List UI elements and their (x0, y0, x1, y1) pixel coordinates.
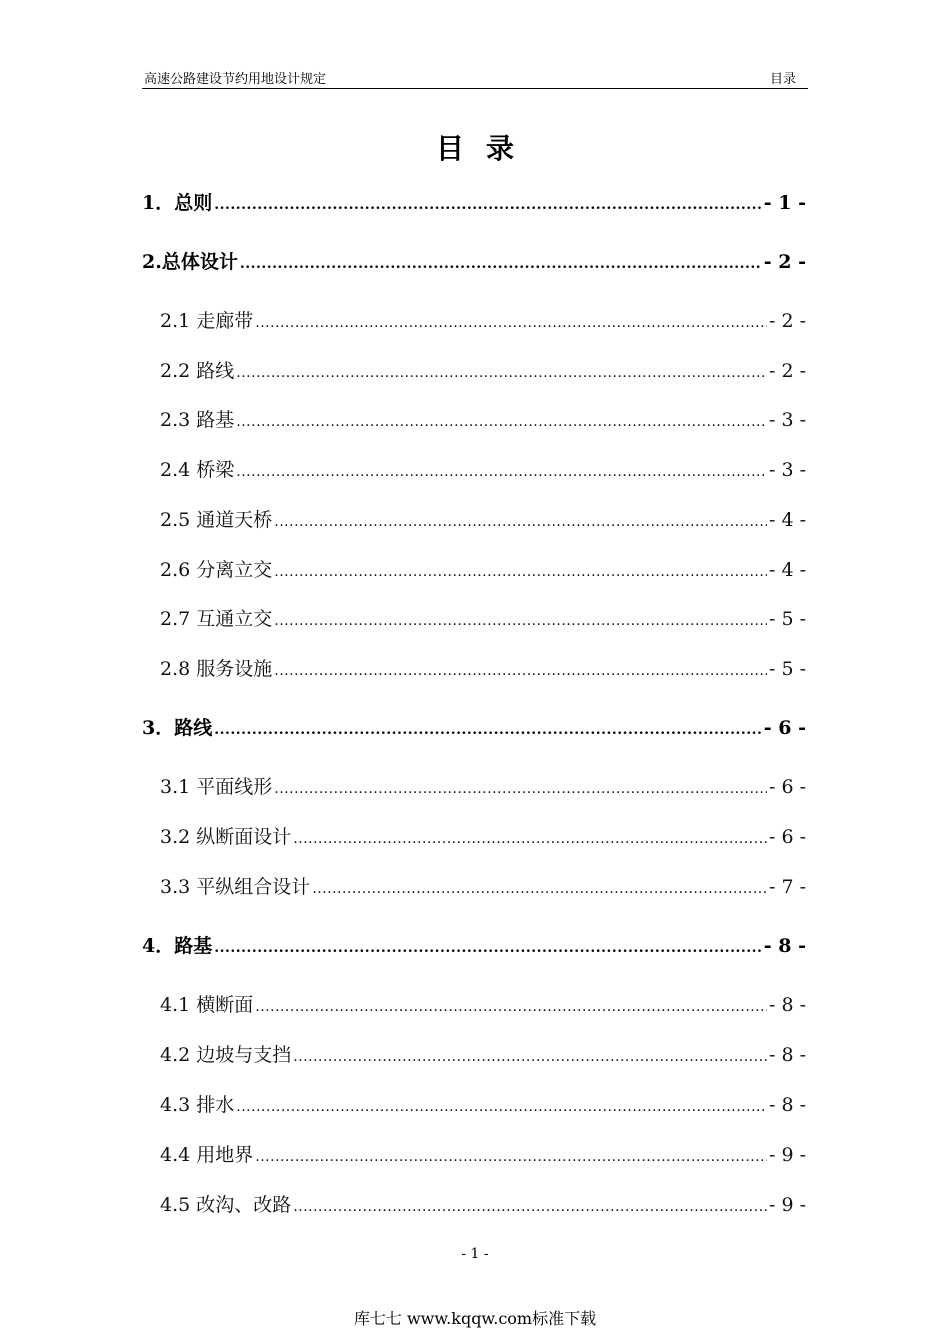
toc-entry[interactable] (142, 356, 806, 386)
toc-dot-leader (293, 831, 767, 847)
toc-dot-leader (214, 197, 762, 213)
toc-dot-leader (236, 414, 767, 430)
footer-watermark: 库七七 www.kqqw.com标准下载 (353, 1309, 597, 1328)
toc-entry[interactable] (142, 1190, 806, 1220)
toc-entry-title: 1．总则 (142, 192, 213, 214)
toc-dot-leader (274, 564, 767, 580)
toc-entry-title: 2.7 互通立交 (160, 608, 273, 630)
toc-entry-page: - 9 - (768, 1144, 806, 1166)
toc-entry-page: - 9 - (768, 1194, 806, 1216)
toc-entry-page: - 3 - (768, 459, 806, 481)
toc-entry-title: 4.5 改沟、改路 (160, 1194, 292, 1216)
toc-entry[interactable] (142, 455, 806, 485)
toc-dot-leader (274, 663, 767, 679)
toc-entry-page: - 4 - (768, 559, 806, 581)
toc-entry-page: - 2 - (768, 310, 806, 332)
header-document-title: 高速公路建设节约用地设计规定 (144, 72, 327, 87)
toc-entry-page: - 4 - (768, 509, 806, 531)
toc-entry-title: 3.1 平面线形 (160, 776, 273, 798)
toc-entry[interactable] (142, 990, 806, 1020)
toc-entry-title: 2.8 服务设施 (160, 658, 273, 680)
toc-entry[interactable] (142, 604, 806, 634)
toc-entry-title: 4.2 边坡与支挡 (160, 1044, 292, 1066)
toc-entry[interactable] (142, 772, 806, 802)
toc-entry-title: 4.3 排水 (160, 1094, 235, 1116)
toc-dot-leader (312, 881, 767, 897)
toc-entry-title: 2.3 路基 (160, 409, 235, 431)
toc-entry[interactable] (142, 306, 806, 336)
toc-entry[interactable] (142, 654, 806, 684)
toc-entry-title: 2.4 桥梁 (160, 459, 235, 481)
toc-entry-title: 4．路基 (142, 935, 213, 957)
toc-dot-leader (236, 365, 767, 381)
toc-dot-leader (214, 722, 762, 738)
toc-dot-leader (293, 1199, 767, 1215)
toc-entry-title: 2.6 分离立交 (160, 559, 273, 581)
toc-entry-title: 2.5 通道天桥 (160, 509, 273, 531)
toc-dot-leader (255, 315, 767, 331)
header-section-name: 目录 (769, 72, 796, 87)
toc-entry-title: 3．路线 (142, 717, 213, 739)
toc-entry-page: - 3 - (768, 409, 806, 431)
toc-entry-page: - 6 - (768, 776, 806, 798)
toc-dot-leader (274, 514, 767, 530)
toc-entry-page: - 7 - (768, 876, 806, 898)
toc-entry[interactable] (142, 931, 806, 961)
toc-entry-page: - 8 - (763, 935, 806, 957)
toc-entry[interactable] (142, 405, 806, 435)
toc-dot-leader (255, 999, 767, 1015)
toc-dot-leader (236, 1099, 767, 1115)
toc-entry-title: 3.2 纵断面设计 (160, 826, 292, 848)
toc-entry-title: 4.4 用地界 (160, 1144, 254, 1166)
toc-dot-leader (214, 940, 762, 956)
toc-entry[interactable] (142, 713, 806, 743)
toc-entry[interactable] (142, 872, 806, 902)
toc-entry-title: 2.2 路线 (160, 360, 235, 382)
toc-entry-page: - 5 - (768, 658, 806, 680)
toc-dot-leader (255, 1149, 767, 1165)
toc-entry[interactable] (142, 822, 806, 852)
toc-entry[interactable] (142, 188, 806, 218)
toc-entry-page: - 1 - (763, 192, 806, 214)
toc-dot-leader (293, 1049, 767, 1065)
toc-dot-leader (274, 613, 767, 629)
toc-entry-title: 4.1 横断面 (160, 994, 254, 1016)
toc-entry-page: - 6 - (768, 826, 806, 848)
page-number: - 1 - (461, 1246, 489, 1262)
toc-entry[interactable] (142, 505, 806, 535)
toc-entry-page: - 5 - (768, 608, 806, 630)
toc-entry-page: - 8 - (768, 1044, 806, 1066)
toc-dot-leader (240, 256, 762, 272)
toc-entry-page: - 8 - (768, 994, 806, 1016)
toc-entry-page: - 2 - (768, 360, 806, 382)
toc-dot-leader (236, 464, 767, 480)
page-title: 目录 (435, 132, 536, 165)
toc-entry[interactable] (142, 1090, 806, 1120)
toc-entry[interactable] (142, 555, 806, 585)
toc-entry-title: 2.1 走廊带 (160, 310, 254, 332)
toc-entry[interactable] (142, 1140, 806, 1170)
toc-entry-title: 3.3 平纵组合设计 (160, 876, 311, 898)
toc-entry[interactable] (142, 247, 806, 277)
toc-entry[interactable] (142, 1040, 806, 1070)
toc-entry-page: - 2 - (763, 251, 806, 273)
toc-entry-page: - 6 - (763, 717, 806, 739)
toc-entry-title: 2.总体设计 (142, 251, 238, 273)
toc-entry-page: - 8 - (768, 1094, 806, 1116)
toc-dot-leader (274, 781, 767, 797)
